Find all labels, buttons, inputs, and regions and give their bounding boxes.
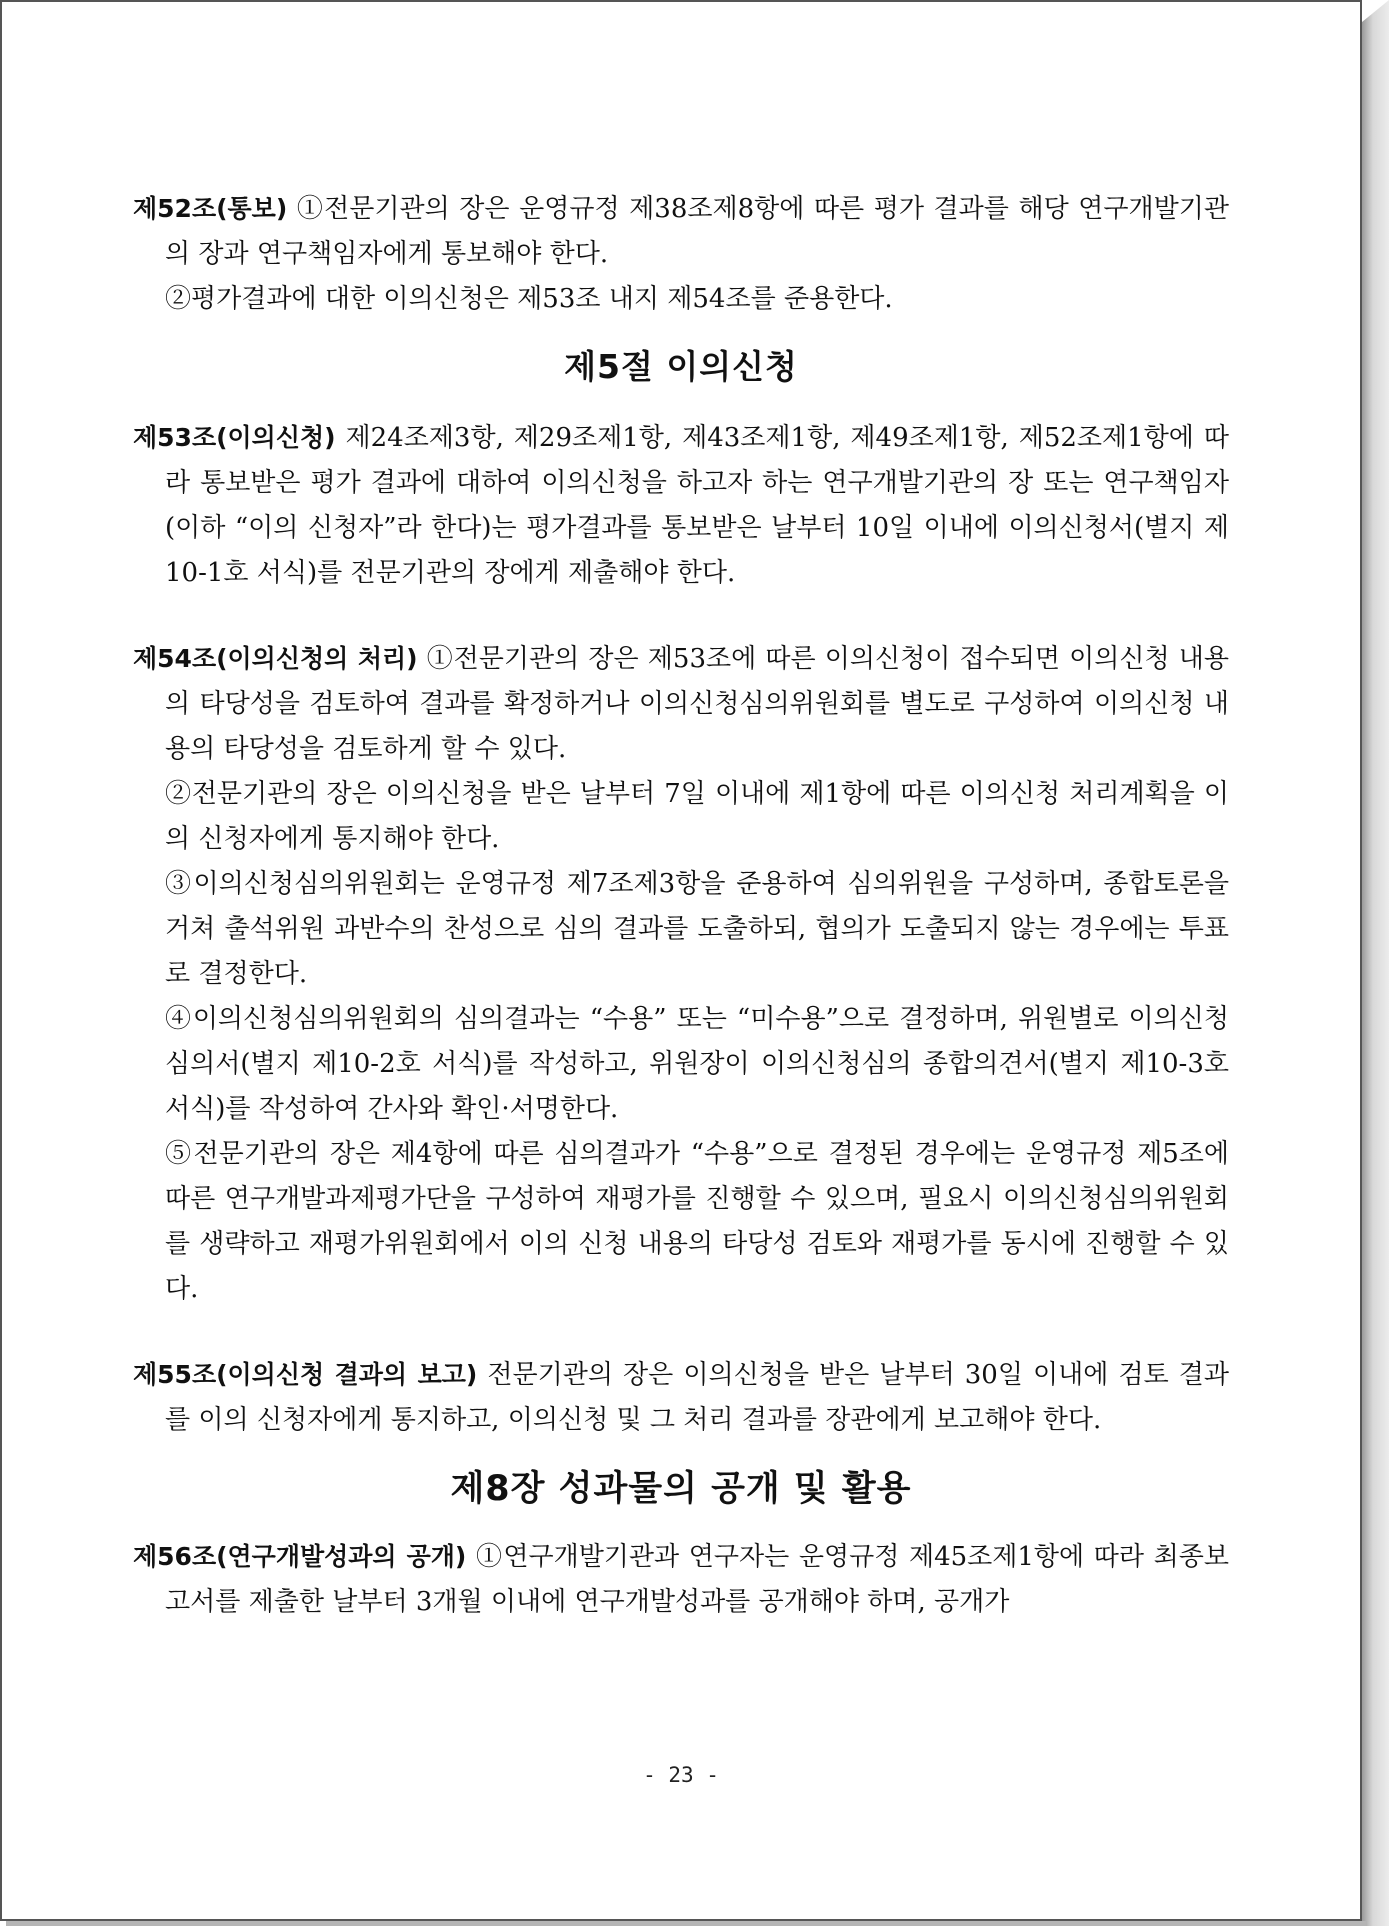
article-56-title: 제56조(연구개발성과의 공개) bbox=[133, 1542, 467, 1571]
article-54-text-4: ④이의신청심의위원회의 심의결과는 “수용” 또는 “미수용”으로 결정하며, 위원별로 이의신청심의서(별지 제10-2호 서식)를 작성하고, 위원장이 이의신청심의 종합의견서(별지 제10-3호 서식)를 작성하여 간사와 확인·서명한다. bbox=[165, 1004, 1229, 1124]
article-54-para-1 bbox=[133, 636, 1229, 772]
article-56-text-1: ①연구개발기관과 연구자는 운영규정 제45조제1항에 따라 최종보고서를 제출한 날부터 3개월 이내에 연구개발성과를 공개해야 하며, 공개가 bbox=[165, 1542, 1229, 1617]
article-56-para-1 bbox=[133, 1534, 1229, 1625]
article-55-text-1: 전문기관의 장은 이의신청을 받은 날부터 30일 이내에 검토 결과를 이의 신청자에게 통지하고, 이의신청 및 그 처리 결과를 장관에게 보고해야 한다. bbox=[165, 1360, 1229, 1435]
article-54 bbox=[133, 636, 1229, 1312]
article-54-title: 제54조(이의신청의 처리) bbox=[133, 644, 418, 673]
article-54-para-3 bbox=[133, 862, 1229, 997]
article-52-para-1 bbox=[133, 186, 1229, 277]
page-shadow bbox=[6, 1921, 1366, 1926]
page-number: - 23 - bbox=[643, 1763, 719, 1787]
article-53 bbox=[133, 415, 1229, 596]
article-55-para-1 bbox=[133, 1352, 1229, 1443]
article-53-para-1 bbox=[133, 415, 1229, 596]
article-53-text-1: 제24조제3항, 제29조제1항, 제43조제1항, 제49조제1항, 제52조제1항에 따라 통보받은 평가 결과에 대하여 이의신청을 하고자 하는 연구개발기관의 장 또는 연구책임자(이하 “이의 신청자”라 한다)는 평가결과를 통보받은 날부터 10일 이내에 이의신청서(별지 제10-1호 서식)를 전문기관의 장에게 제출해야 한다. bbox=[165, 423, 1229, 588]
article-54-text-3: ③이의신청심의위원회는 운영규정 제7조제3항을 준용하여 심의위원을 구성하며, 종합토론을 거쳐 출석위원 과반수의 찬성으로 심의 결과를 도출하되, 협의가 도출되지 않는 경우에는 투표로 결정한다. bbox=[165, 869, 1229, 989]
article-52 bbox=[133, 186, 1229, 322]
article-52-text-1: ①전문기관의 장은 운영규정 제38조제8항에 따른 평가 결과를 해당 연구개발기관의 장과 연구책임자에게 통보해야 한다. bbox=[165, 194, 1229, 269]
article-52-text-2: ②평가결과에 대한 이의신청은 제53조 내지 제54조를 준용한다. bbox=[165, 284, 893, 314]
article-54-text-1: ①전문기관의 장은 제53조에 따른 이의신청이 접수되면 이의신청 내용의 타당성을 검토하여 결과를 확정하거나 이의신청심의위원회를 별도로 구성하여 이의신청 내용의 타당성을 검토하게 할 수 있다. bbox=[165, 644, 1229, 764]
page-curl-edge bbox=[1362, 0, 1389, 1926]
article-52-para-2 bbox=[133, 277, 1229, 322]
article-54-para-2 bbox=[133, 772, 1229, 862]
chapter-heading-8: 제8장 성과물의 공개 및 활용 bbox=[450, 1469, 912, 1509]
article-54-para-4 bbox=[133, 997, 1229, 1132]
article-54-text-5: ⑤전문기관의 장은 제4항에 따른 심의결과가 “수용”으로 결정된 경우에는 운영규정 제5조에 따른 연구개발과제평가단을 구성하여 재평가를 진행할 수 있으며, 필요시 이의신청심의위원회를 생략하고 재평가위원회에서 이의 신청 내용의 타당성 검토와 재평가를 동시에 진행할 수 있다. bbox=[165, 1139, 1229, 1304]
article-54-text-2: ②전문기관의 장은 이의신청을 받은 날부터 7일 이내에 제1항에 따른 이의신청 처리계획을 이의 신청자에게 통지해야 한다. bbox=[165, 779, 1229, 854]
article-54-para-5 bbox=[133, 1132, 1229, 1312]
article-55-title: 제55조(이의신청 결과의 보고) bbox=[133, 1360, 478, 1389]
page-content bbox=[133, 186, 1229, 1625]
article-53-title: 제53조(이의신청) bbox=[133, 423, 336, 452]
article-56 bbox=[133, 1534, 1229, 1625]
article-55 bbox=[133, 1352, 1229, 1443]
article-52-title: 제52조(통보) bbox=[133, 194, 288, 223]
section-heading-5: 제5절 이의신청 bbox=[564, 347, 798, 386]
